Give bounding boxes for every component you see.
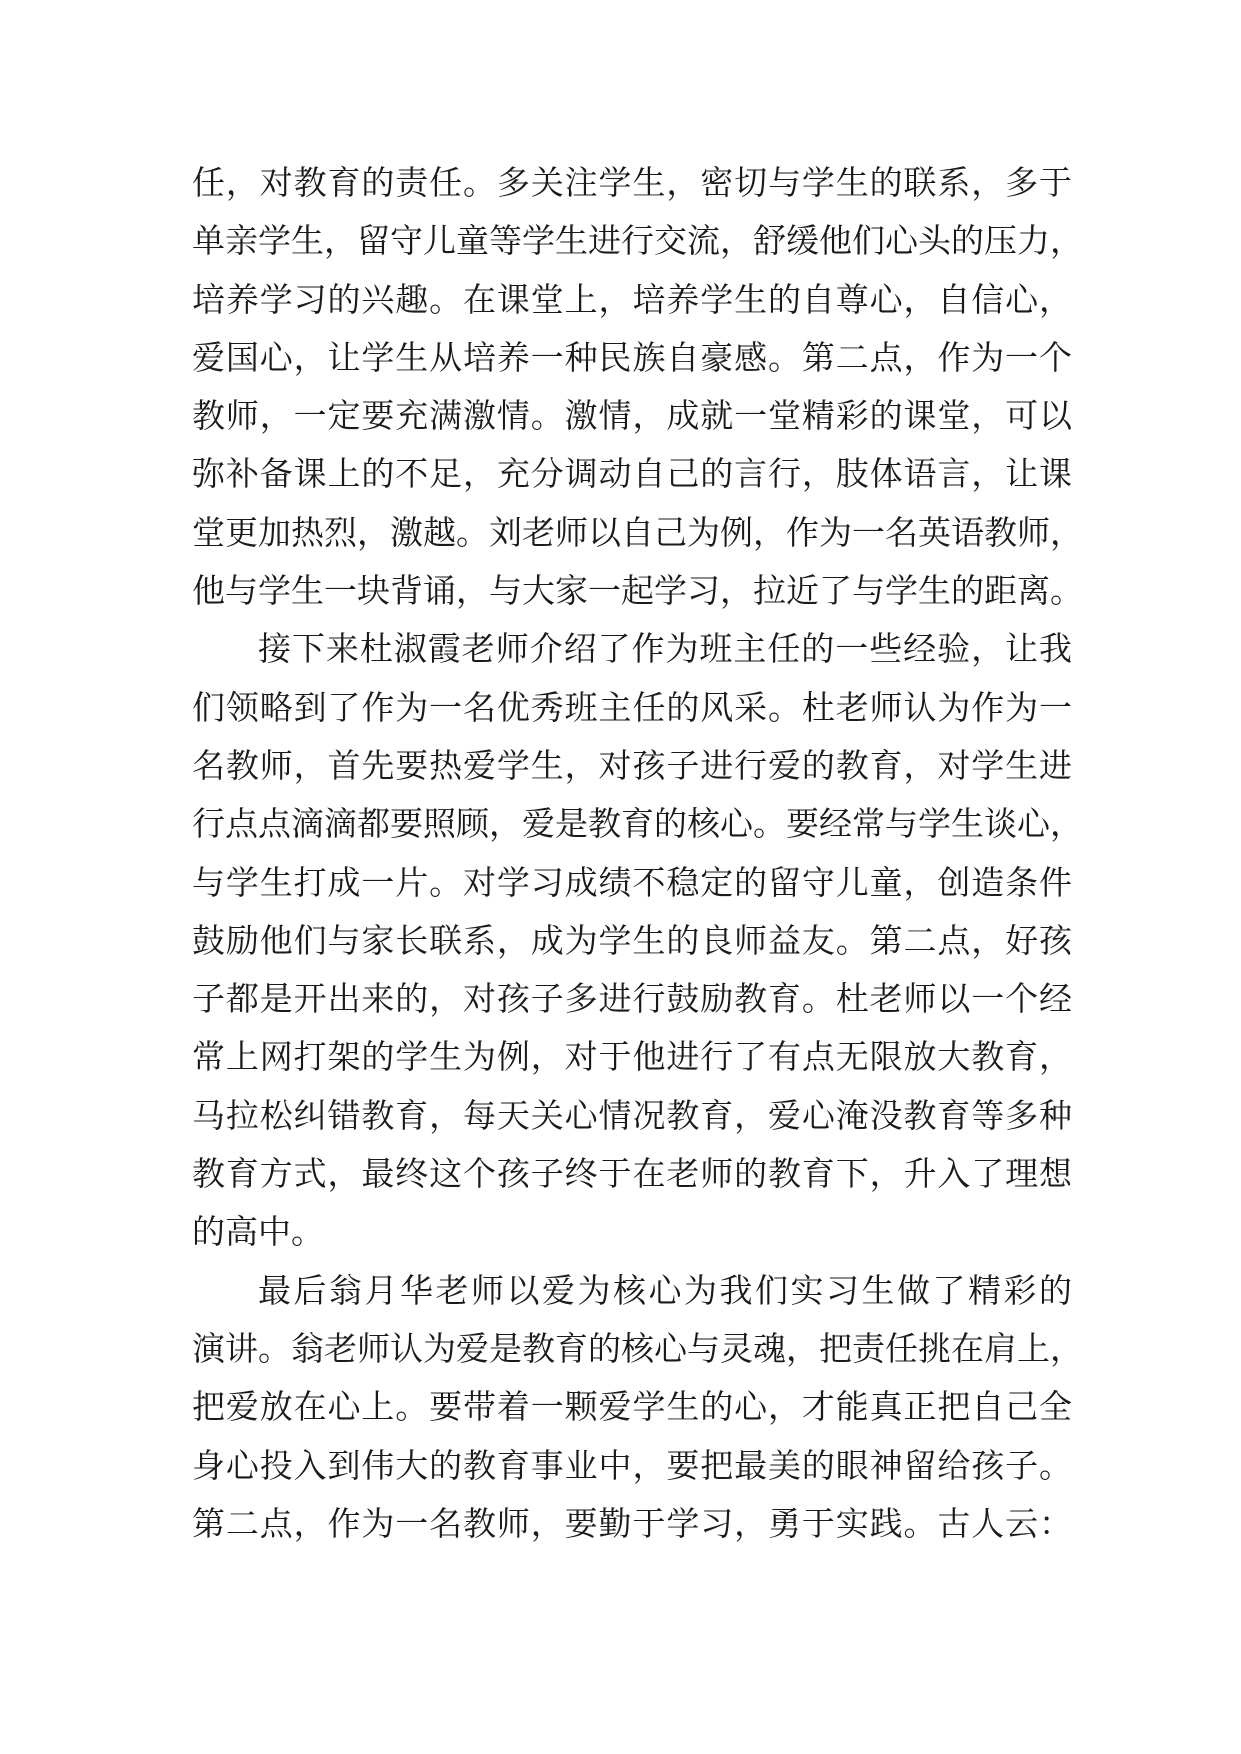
text-line: 教师，一定要充满激情。激情，成就一堂精彩的课堂，可以 [192,396,1072,436]
text-line: 任，对教育的责任。多关注学生，密切与学生的联系，多于 [192,163,1072,202]
text-line: 单亲学生，留守儿童等学生进行交流，舒缓他们心头的压力， [192,221,1083,261]
text-line: 弥补备课上的不足，充分调动自己的言行，肢体语言，让课 [192,454,1072,494]
text-line: 鼓励他们与家长联系，成为学生的良师益友。第二点，好孩 [192,920,1072,960]
text-line: 的高中。 [192,1212,324,1252]
text-line: 们领略到了作为一名优秀班主任的风采。杜老师认为作为一 [192,687,1072,727]
text-line: 名教师，首先要热爱学生，对孩子进行爱的教育，对学生进 [192,745,1072,785]
text-line: 行点点滴滴都要照顾，爱是教育的核心。要经常与学生谈心， [192,804,1083,844]
text-line: 演讲。翁老师认为爱是教育的核心与灵魂，把责任挑在肩上， [192,1328,1083,1368]
text-line: 身心投入到伟大的教育事业中，要把最美的眼神留给孩子。 [192,1445,1072,1485]
text-line: 马拉松纠错教育，每天关心情况教育，爱心淹没教育等多种 [192,1095,1072,1135]
body-text [192,154,1083,1553]
text-line: 培养学习的兴趣。在课堂上，培养学生的自尊心，自信心， [192,279,1072,319]
paragraph-first-line: 接下来杜淑霞老师介绍了作为班主任的一些经验，让我 [258,629,1072,669]
text-line: 子都是开出来的，对孩子多进行鼓励教育。杜老师以一个经 [192,979,1072,1019]
text-line: 他与学生一块背诵，与大家一起学习，拉近了与学生的距离。 [192,571,1083,611]
text-line: 教育方式，最终这个孩子终于在老师的教育下，升入了理想 [192,1154,1072,1194]
text-line: 把爱放在心上。要带着一颗爱学生的心，才能真正把自己全 [192,1387,1072,1427]
text-line: 第二点，作为一名教师，要勤于学习，勇于实践。古人云： [192,1503,1072,1543]
paragraph-first-line: 最后翁月华老师以爱为核心为我们实习生做了精彩的 [258,1270,1072,1310]
text-line: 堂更加热烈，激越。刘老师以自己为例，作为一名英语教师， [192,512,1083,552]
text-line: 与学生打成一片。对学习成绩不稳定的留守儿童，创造条件 [192,862,1072,902]
text-line: 常上网打架的学生为例，对于他进行了有点无限放大教育， [192,1037,1072,1077]
text-line: 爱国心，让学生从培养一种民族自豪感。第二点，作为一个 [192,337,1072,377]
